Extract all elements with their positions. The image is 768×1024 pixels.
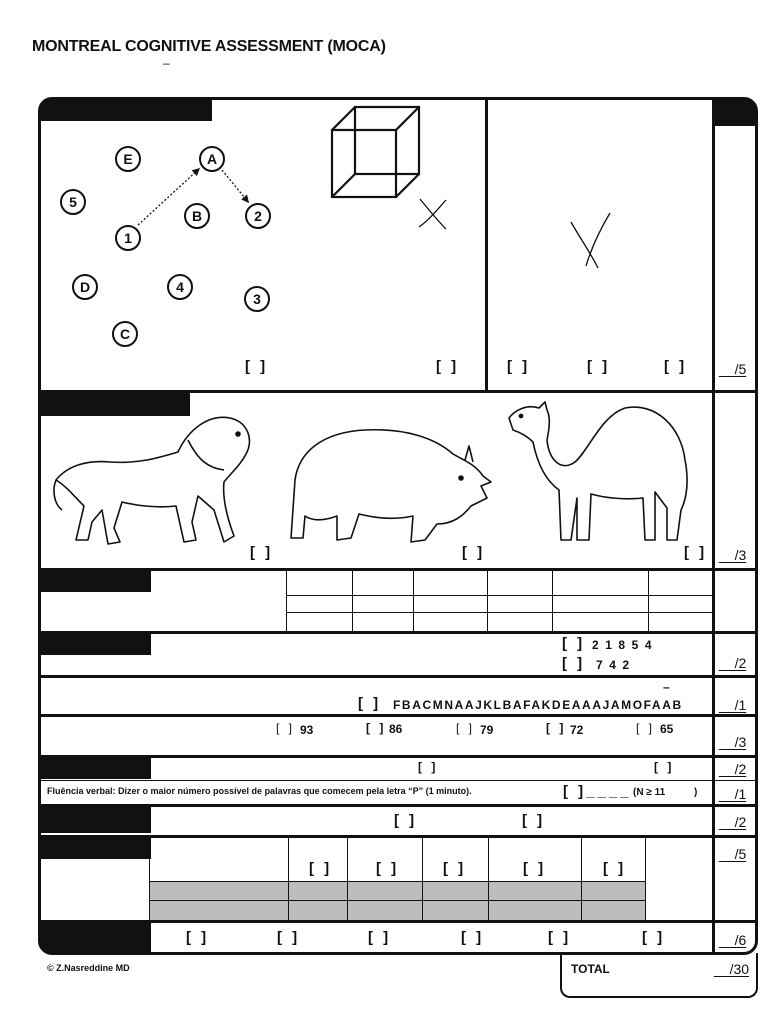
grid-line	[413, 570, 414, 632]
score-checkbox[interactable]: [ ]	[636, 721, 656, 735]
grid-line	[288, 837, 289, 921]
score-checkbox[interactable]: [ ]	[376, 860, 400, 877]
section-header-language	[40, 758, 151, 779]
score-recall: __/5	[719, 846, 747, 862]
serial-value: 65	[660, 722, 674, 736]
grid-line	[149, 900, 646, 901]
clock-x-mark-icon	[566, 210, 616, 272]
score-digits: __/2	[719, 655, 747, 671]
lion-icon	[48, 410, 258, 550]
score-checkbox[interactable]: [ ]	[436, 358, 460, 375]
rhinoceros-icon	[285, 420, 495, 550]
grid-line	[347, 837, 348, 921]
page-title: MONTREAL COGNITIVE ASSESSMENT (MOCA)	[32, 38, 386, 55]
grid-line	[648, 570, 649, 632]
grid-line	[581, 837, 582, 921]
grid-line	[149, 881, 646, 882]
letter-mark: –	[663, 680, 670, 694]
score-checkbox[interactable]: [ ]	[368, 929, 392, 946]
score-checkbox[interactable]: [ ]	[277, 929, 301, 946]
score-visuospatial: __/5	[719, 361, 747, 377]
score-checkbox[interactable]: [ ]	[462, 544, 486, 561]
section-header-memory	[40, 571, 151, 592]
copyright: © Z.Nasreddine MD	[47, 963, 130, 973]
trail-node: C	[112, 321, 138, 347]
serial-value: 93	[300, 723, 314, 737]
grid-line	[645, 837, 646, 921]
grid-line	[487, 570, 488, 632]
score-fluency: __/1	[719, 786, 747, 802]
score-checkbox[interactable]: [ ]	[664, 358, 688, 375]
digits-forward: 2 1 8 5 4	[592, 638, 654, 652]
score-checkbox[interactable]: [ ]	[358, 695, 382, 712]
section-header-abstraction	[40, 807, 151, 833]
score-checkbox[interactable]: [ ]	[642, 929, 666, 946]
score-orientation: __/6	[719, 932, 747, 948]
score-checkbox[interactable]: [ ]	[562, 635, 586, 652]
score-repetition: __/2	[719, 761, 747, 777]
score-checkbox[interactable]: [ ]	[507, 358, 531, 375]
score-checkbox[interactable]: [ ]	[366, 721, 387, 735]
trail-node: D	[72, 274, 98, 300]
grid-line	[488, 837, 489, 921]
score-naming: __/3	[719, 547, 747, 563]
score-checkbox[interactable]: [ ]	[548, 929, 572, 946]
score-checkbox[interactable]: [ ]	[250, 544, 274, 561]
divider	[38, 780, 758, 781]
letter-sequence: FBACMNAAJKLBAFAKDEAAAJAMOFAAB	[393, 698, 683, 712]
trail-node: B	[184, 203, 210, 229]
section-header-recall	[40, 838, 151, 859]
serial-value: 72	[570, 723, 584, 737]
trail-node: 2	[245, 203, 271, 229]
score-checkbox[interactable]: [ ]	[394, 812, 418, 829]
cube-drawing-icon	[325, 103, 430, 203]
trail-node: 1	[115, 225, 141, 251]
trail-node: 5	[60, 189, 86, 215]
section-header-orientation	[40, 923, 151, 953]
grid-line	[422, 837, 423, 921]
x-mark-icon	[415, 196, 451, 232]
score-checkbox[interactable]: [ ]	[456, 721, 476, 735]
fluency-criterion: (N ≥ 11	[633, 787, 666, 798]
score-checkbox[interactable]: [ ]	[546, 721, 567, 735]
serial-value: 86	[389, 722, 403, 736]
score-checkbox[interactable]: [ ]	[309, 860, 333, 877]
grid-line	[286, 570, 287, 632]
score-checkbox[interactable]: [ ]	[684, 544, 708, 561]
fluency-count-field[interactable]: [ ]____	[563, 783, 632, 800]
trail-node: 4	[167, 274, 193, 300]
score-abstraction: __/2	[719, 814, 747, 830]
trail-node: A	[199, 146, 225, 172]
serial-value: 79	[480, 723, 494, 737]
score-checkbox[interactable]: [ ]	[443, 860, 467, 877]
fluency-criterion-close: )	[694, 787, 698, 798]
title-mark: –	[163, 56, 170, 70]
total-label: TOTAL	[571, 962, 610, 976]
grid-line	[552, 570, 553, 632]
score-serial: __/3	[719, 734, 747, 750]
grid-line	[149, 837, 150, 921]
score-checkbox[interactable]: [ ]	[276, 721, 296, 735]
score-checkbox[interactable]: [ ]	[522, 812, 546, 829]
score-checkbox[interactable]: [ ]	[461, 929, 485, 946]
divider	[38, 714, 758, 717]
fluency-instruction: Fluência verbal: Dizer o maior número possível de palavras que comecem pela letra “P” (1 minuto).	[47, 786, 472, 796]
score-checkbox[interactable]: [ ]	[562, 655, 586, 672]
trail-node: 3	[244, 286, 270, 312]
score-checkbox[interactable]: [ ]	[523, 860, 547, 877]
digits-backward: 7 4 2	[596, 658, 631, 672]
score-total: __/30	[714, 961, 750, 977]
score-checkbox[interactable]: [ ]	[603, 860, 627, 877]
grid-line	[352, 570, 353, 632]
trail-node: E	[115, 146, 141, 172]
score-checkbox[interactable]: [ ]	[418, 760, 439, 774]
camel-icon	[505, 400, 695, 550]
score-letters: __/1	[719, 697, 747, 713]
divider	[38, 675, 758, 678]
score-checkbox[interactable]: [ ]	[245, 358, 269, 375]
score-checkbox[interactable]: [ ]	[186, 929, 210, 946]
section-header-attention	[40, 634, 151, 655]
score-checkbox[interactable]: [ ]	[587, 358, 611, 375]
score-checkbox[interactable]: [ ]	[654, 760, 675, 774]
